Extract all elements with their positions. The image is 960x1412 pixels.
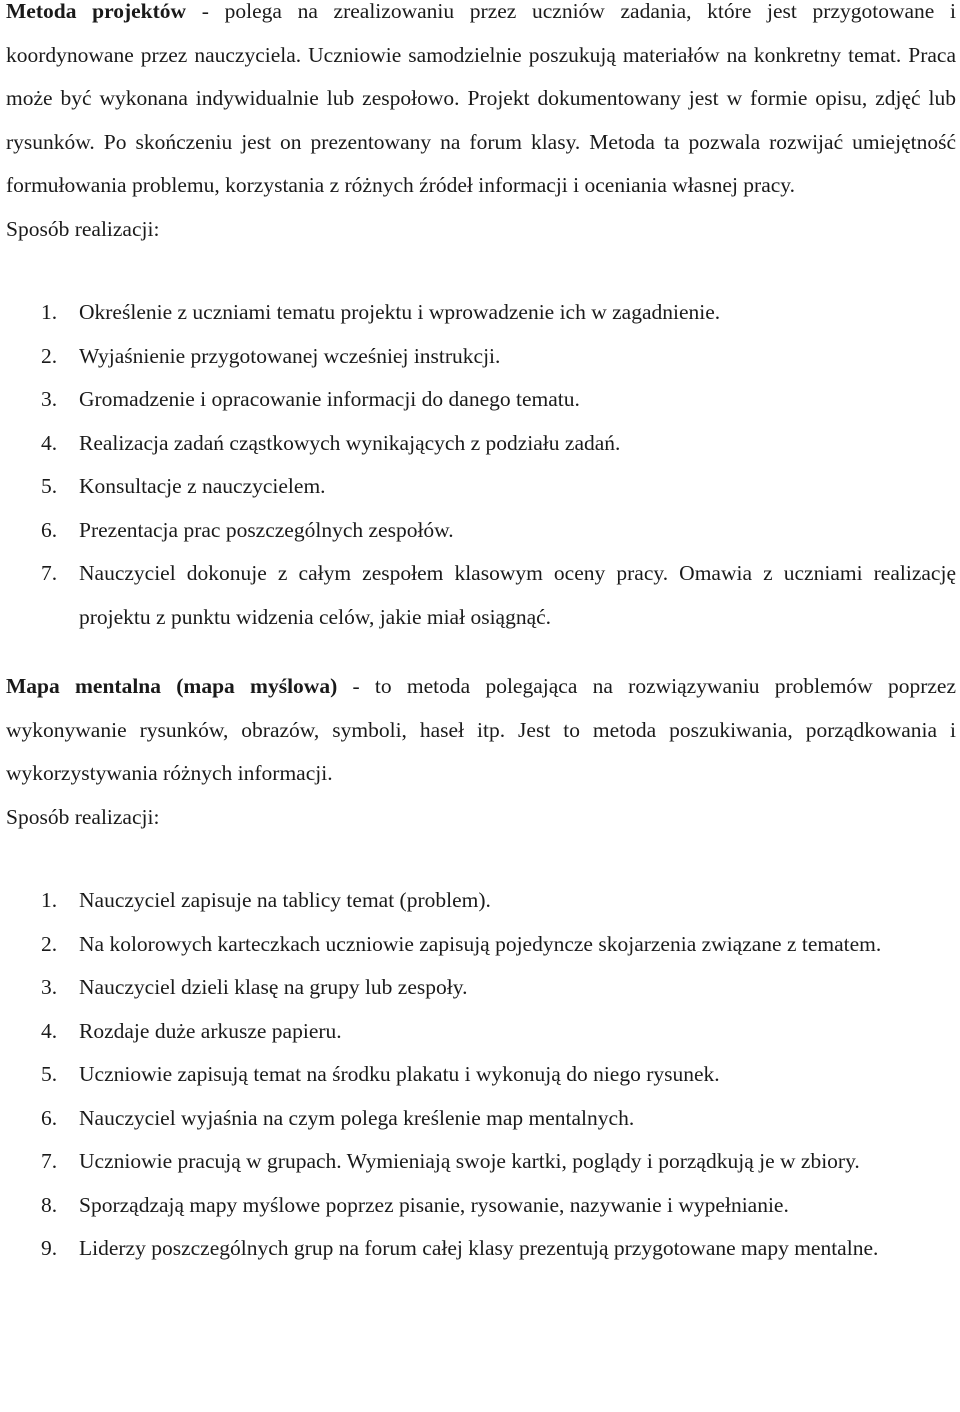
list-item	[6, 378, 956, 422]
list-item	[6, 509, 956, 553]
list-item-number: 5.	[41, 1062, 58, 1086]
list-item-text: Rozdaje duże arkusze papieru.	[79, 1018, 342, 1043]
list-item-text: Nauczyciel dzieli klasę na grupy lub zespoły.	[79, 975, 468, 999]
list-item-number: 1.	[41, 300, 58, 324]
list-item	[6, 422, 956, 466]
list-item	[6, 465, 956, 509]
list-item-number: 7.	[41, 561, 58, 585]
list-item-text: Nauczyciel zapisuje na tablicy temat (problem).	[79, 888, 491, 912]
projekt-steps-heading: Sposób realizacji:	[6, 216, 160, 241]
list-item	[6, 966, 956, 1010]
list-item	[6, 923, 956, 967]
list-item-number: 2.	[41, 343, 58, 368]
list-item-text: Konsultacje z nauczycielem.	[79, 474, 326, 498]
mapa-steps-heading: Sposób realizacji:	[6, 804, 160, 829]
projekt-intro-paragraph	[6, 0, 956, 208]
mapa-intro-paragraph	[6, 665, 956, 796]
projekt-term: Metoda projektów	[6, 0, 187, 23]
list-item-text: Wyjaśnienie przygotowanej wcześniej instrukcji.	[79, 343, 501, 368]
mapa-steps-list	[6, 879, 956, 1271]
list-item-number: 4.	[41, 430, 58, 455]
list-item-text: Określenie z uczniami tematu projektu i wprowadzenie ich w zagadnienie.	[79, 300, 721, 324]
list-item-number: 1.	[41, 888, 58, 912]
list-item	[6, 1140, 956, 1184]
list-item	[6, 1227, 956, 1271]
list-item-number: 9.	[41, 1236, 58, 1260]
list-item-number: 3.	[41, 387, 58, 411]
list-item-text: Nauczyciel wyjaśnia na czym polega kreślenie map mentalnych.	[79, 1105, 635, 1130]
section-spacer	[6, 639, 956, 665]
list-item	[6, 1184, 956, 1228]
list-item-number: 3.	[41, 975, 58, 999]
list-item	[6, 879, 956, 923]
list-item	[6, 1053, 956, 1097]
list-item-text: Na kolorowych karteczkach uczniowie zapisują pojedyncze skojarzenia związane z tematem.	[79, 931, 882, 956]
list-item-number: 7.	[41, 1149, 58, 1173]
list-item	[6, 291, 956, 335]
projekt-intro-text: - polega na zrealizowaniu przez uczniów zadania, które jest przygotowane i koordynowane przez nauczyciela. Uczniowie samodzielnie poszukują materiałów na konkretny temat. Praca może być wykonana indywidualnie lub zespołowo. Projekt dokumentowany jest w formie opisu, zdjęć lub rysunków. Po skończeniu jest on prezentowany na forum klasy. Metoda ta pozwala rozwijać umiejętność formułowania problemu, korzystania z różnych źródeł informacji i oceniania własnej pracy.	[6, 0, 956, 197]
list-item-text: Nauczyciel dokonuje z całym zespołem klasowym oceny pracy. Omawia z uczniami realizację projektu z punktu widzenia celów, jakie miał osiągnąć.	[79, 561, 956, 629]
list-item	[6, 1010, 956, 1054]
list-item-text: Liderzy poszczególnych grup na forum całej klasy prezentują przygotowane mapy mentalne.	[79, 1236, 879, 1260]
list-item	[6, 552, 956, 639]
list-item	[6, 1097, 956, 1141]
list-item	[6, 335, 956, 379]
mapa-term: Mapa mentalna (mapa myślowa)	[6, 674, 338, 698]
list-item-text: Prezentacja prac poszczególnych zespołów.	[79, 517, 454, 542]
list-item-text: Gromadzenie i opracowanie informacji do danego tematu.	[79, 387, 580, 411]
list-item-number: 2.	[41, 931, 58, 956]
list-item-text: Uczniowie zapisują temat na środku plakatu i wykonują do niego rysunek.	[79, 1062, 720, 1086]
list-item-number: 6.	[41, 1105, 58, 1130]
projekt-steps-list	[6, 291, 956, 639]
list-item-text: Realizacja zadań cząstkowych wynikających z podziału zadań.	[79, 430, 621, 455]
list-item-text: Uczniowie pracują w grupach. Wymieniają swoje kartki, poglądy i porządkują je w zbiory.	[79, 1149, 860, 1173]
list-item-number: 6.	[41, 517, 58, 542]
list-item-number: 8.	[41, 1192, 58, 1217]
document-page	[6, 0, 956, 1271]
list-item-text: Sporządzają mapy myślowe poprzez pisanie, rysowanie, nazywanie i wypełnianie.	[79, 1192, 789, 1217]
mapa-intro-text: - to metoda polegająca na rozwiązywaniu problemów poprzez wykonywanie rysunków, obrazów, symboli, haseł itp. Jest to metoda poszukiwania, porządkowania i wykorzystywania różnych informacji.	[6, 674, 956, 785]
list-item-number: 4.	[41, 1018, 58, 1043]
list-item-number: 5.	[41, 474, 58, 498]
